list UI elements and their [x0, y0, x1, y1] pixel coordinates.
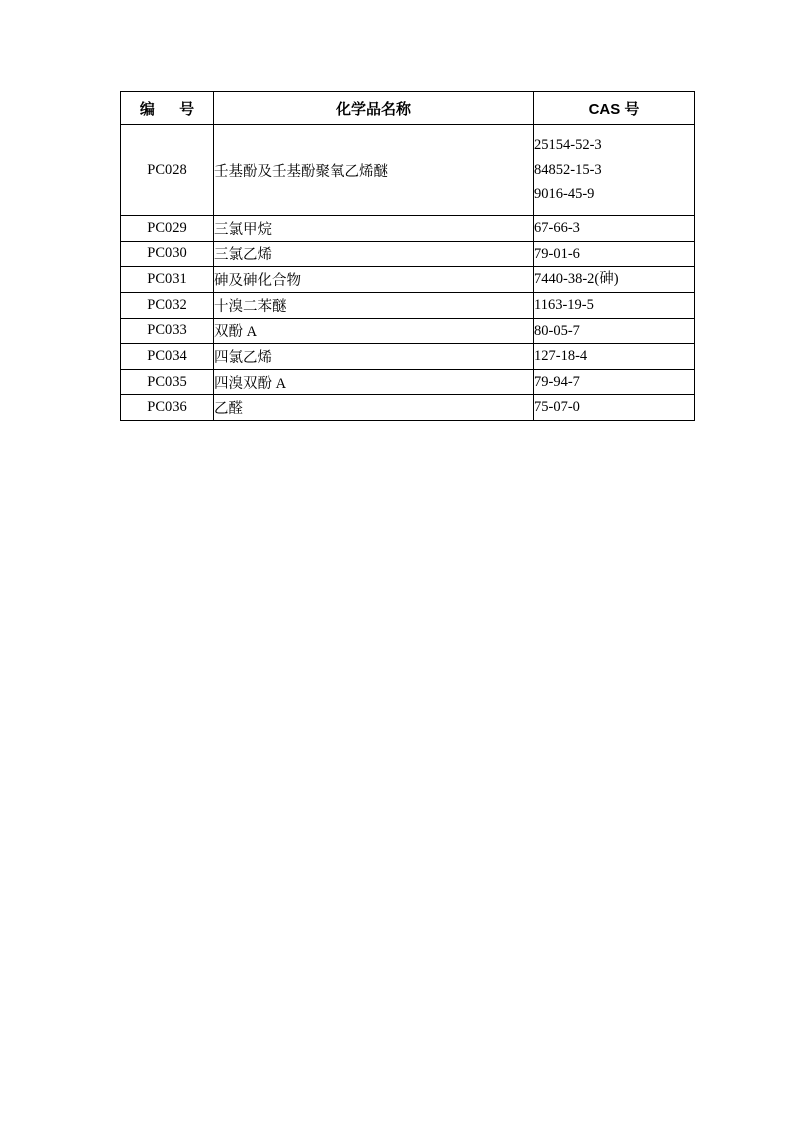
table-row: [121, 241, 695, 267]
cell-code: PC031: [121, 267, 214, 293]
cell-code: PC036: [121, 395, 214, 421]
cell-name: 三氯甲烷: [214, 216, 534, 242]
cell-code: PC034: [121, 344, 214, 370]
cell-cas: [534, 241, 695, 267]
cell-code: PC032: [121, 292, 214, 318]
cell-code: PC030: [121, 241, 214, 267]
cell-code: PC029: [121, 216, 214, 242]
cell-cas: [534, 318, 695, 344]
cas-line: 9016-45-9: [534, 186, 595, 203]
cell-cas: [534, 369, 695, 395]
cas-line: 79-01-6: [534, 245, 580, 262]
cell-cas: [534, 267, 695, 293]
cell-code: PC028: [121, 125, 214, 216]
cas-line: 67-66-3: [534, 220, 580, 236]
table-row: [121, 216, 695, 242]
cas-line: 79-94-7: [534, 373, 580, 390]
cell-cas: [534, 344, 695, 370]
table-row: [121, 395, 695, 421]
cell-code: PC033: [121, 318, 214, 344]
cell-name: 四氯乙烯: [214, 344, 534, 370]
cell-name: 砷及砷化合物: [214, 267, 534, 293]
column-header-cas: CAS 号: [534, 92, 695, 125]
chemicals-table: [120, 91, 695, 421]
cell-name: 四溴双酚 A: [214, 369, 534, 395]
table-header: [121, 92, 695, 125]
table-row: [121, 344, 695, 370]
cell-name: 壬基酚及壬基酚聚氧乙烯醚: [214, 125, 534, 216]
cas-line: 80-05-7: [534, 322, 580, 339]
cas-line: 1163-19-5: [534, 296, 594, 313]
table-row: [121, 125, 695, 216]
table-row: [121, 369, 695, 395]
cell-cas: [534, 125, 695, 216]
cell-code: PC035: [121, 369, 214, 395]
cell-name: 三氯乙烯: [214, 241, 534, 267]
table-row: [121, 292, 695, 318]
cell-name: 乙醛: [214, 395, 534, 421]
cell-name: 双酚 A: [214, 318, 534, 344]
cell-cas: [534, 395, 695, 421]
table-row: [121, 267, 695, 293]
table-row: [121, 318, 695, 344]
table-body: [121, 125, 695, 421]
cas-line: 25154-52-3: [534, 137, 602, 154]
cas-line: 7440-38-2(砷): [534, 271, 619, 288]
cas-line: 127-18-4: [534, 348, 588, 365]
table-header-row: [121, 92, 695, 125]
chemicals-table-container: [120, 91, 694, 421]
column-header-name: 化学品名称: [214, 92, 534, 125]
cell-cas: [534, 216, 695, 242]
cas-line: 75-07-0: [534, 399, 580, 416]
cell-cas: [534, 292, 695, 318]
cell-name: 十溴二苯醚: [214, 292, 534, 318]
cas-line: 84852-15-3: [534, 161, 602, 178]
column-header-code: 编 号: [121, 92, 214, 125]
